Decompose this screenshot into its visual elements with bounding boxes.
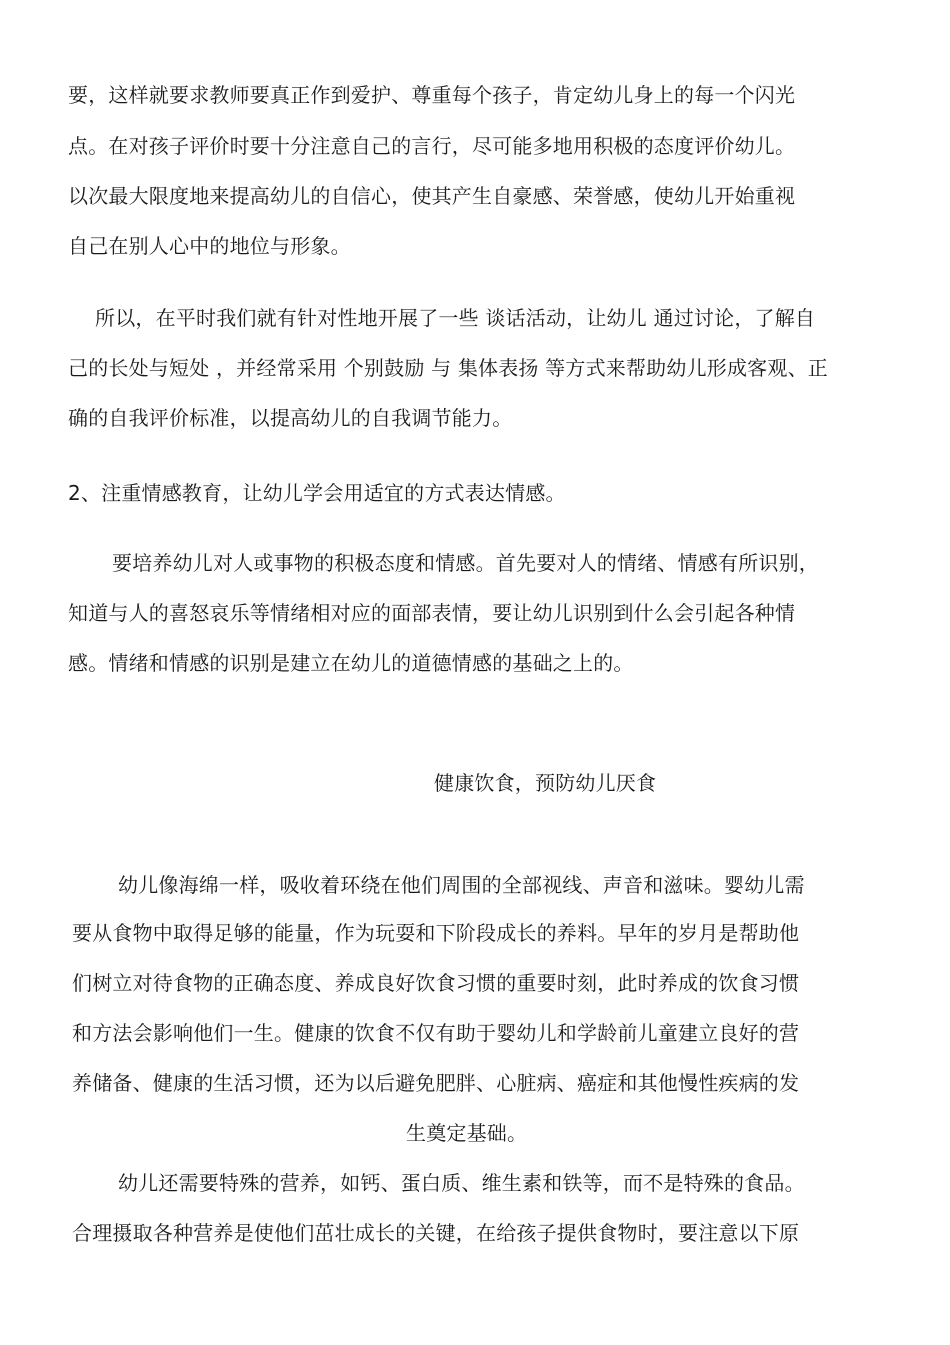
paragraph-line: 己的长处与短处 ，并经常采用 个别鼓励 与 集体表扬 等方式来帮助幼儿形成客观、正 [68, 356, 828, 380]
paragraph-line: 以次最大限度地来提高幼儿的自信心，使其产生自豪感、荣誉感，使幼儿开始重视 [68, 184, 796, 208]
paragraph-line: 点。在对孩子评价时要十分注意自己的言行，尽可能多地用积极的态度评价幼儿。 [68, 134, 796, 158]
paragraph-line: 幼儿还需要特殊的营养，如钙、蛋白质、维生素和铁等，而不是特殊的食品。 [118, 1171, 805, 1195]
paragraph-line: 自己在别人心中的地位与形象。 [68, 234, 351, 258]
paragraph-line: 生奠定基础。 [406, 1121, 528, 1145]
paragraph-line: 感。情绪和情感的识别是建立在幼儿的道德情感的基础之上的。 [68, 651, 634, 675]
paragraph-line: 们树立对待食物的正确态度、养成良好饮食习惯的重要时刻，此时养成的饮食习惯 [72, 971, 800, 995]
paragraph-line: 要从食物中取得足够的能量，作为玩耍和下阶段成长的养料。早年的岁月是帮助他 [72, 921, 800, 945]
paragraph-line: 知道与人的喜怒哀乐等情绪相对应的面部表情，要让幼儿识别到什么会引起各种情 [68, 601, 796, 625]
section-heading: 2、注重情感教育，让幼儿学会用适宜的方式表达情感。 [68, 481, 566, 505]
paragraph-line: 所以，在平时我们就有针对性地开展了一些 谈话活动，让幼儿 通过讨论，了解自 [95, 306, 816, 330]
paragraph-line: 确的自我评价标准，以提高幼儿的自我调节能力。 [68, 406, 513, 430]
paragraph-line: 养储备、健康的生活习惯，还为以后避免肥胖、心脏病、癌症和其他慢性疾病的发 [72, 1071, 800, 1095]
paragraph-line: 合理摄取各种营养是使他们茁壮成长的关键，在给孩子提供食物时，要注意以下原 [72, 1221, 800, 1245]
paragraph-line: 幼儿像海绵一样，吸收着环绕在他们周围的全部视线、声音和滋味。婴幼儿需 [118, 873, 805, 897]
article-title: 健康饮食，预防幼儿厌食 [434, 771, 657, 795]
paragraph-line: 要，这样就要求教师要真正作到爱护、尊重每个孩子，肯定幼儿身上的每一个闪光 [68, 83, 796, 107]
paragraph-line: 和方法会影响他们一生。健康的饮食不仅有助于婴幼儿和学龄前儿童建立良好的营 [72, 1021, 800, 1045]
paragraph-line: 要培养幼儿对人或事物的积极态度和情感。首先要对人的情绪、情感有所识别， [112, 551, 819, 575]
